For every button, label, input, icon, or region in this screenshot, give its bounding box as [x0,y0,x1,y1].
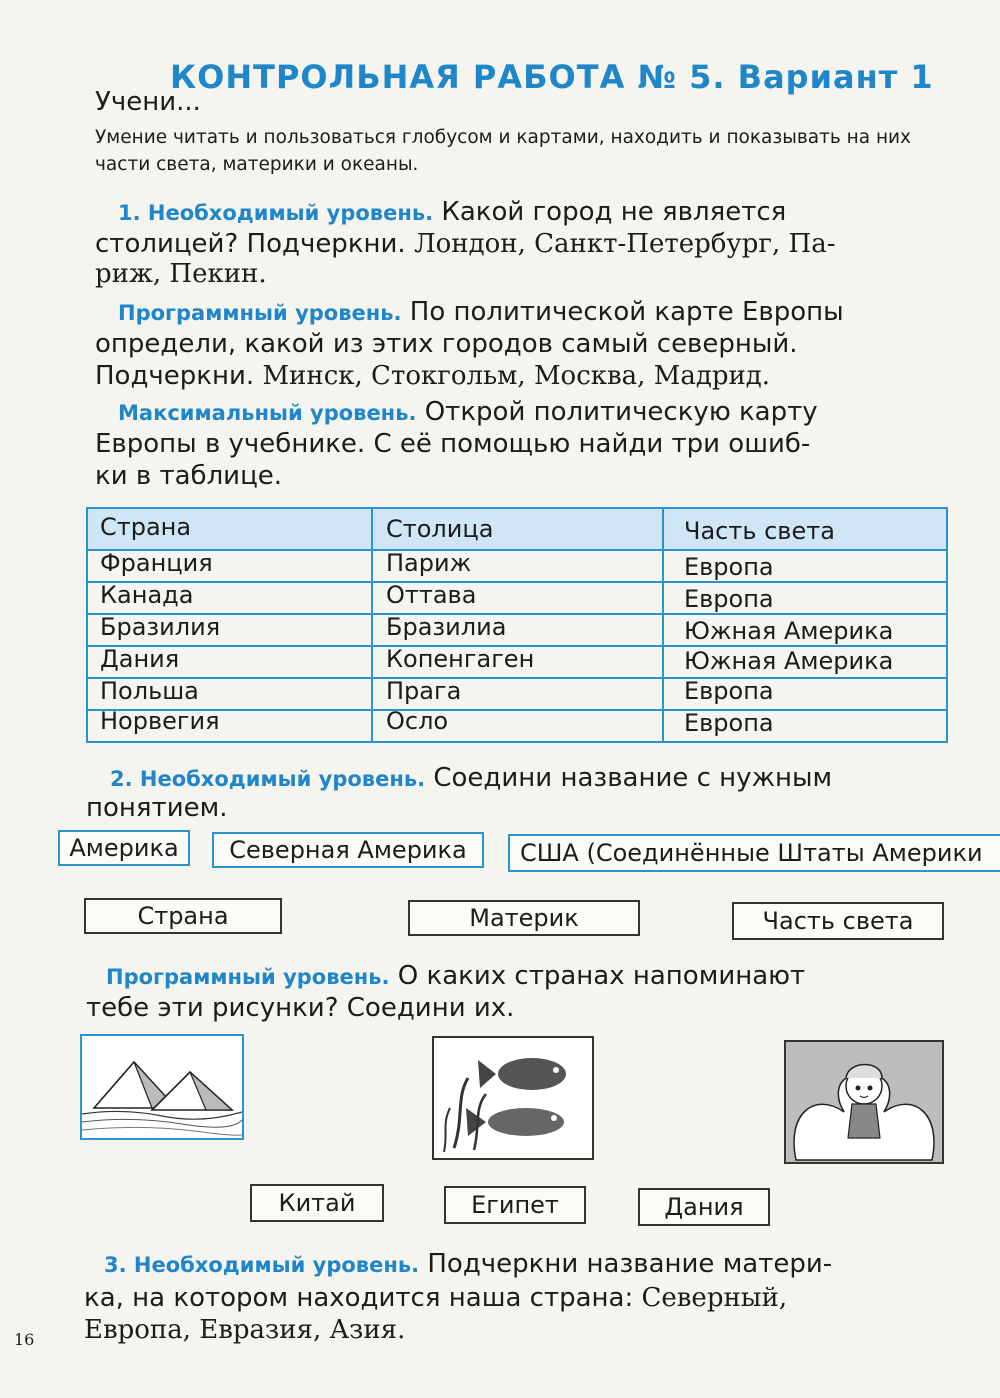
cell-capital: Бразилиа [386,613,507,641]
cell-country: Дания [100,645,180,673]
question-text: определи, какой из этих городов самый северный. [95,329,798,359]
question-text: Какой город не является [441,197,787,227]
concept-box-part-of-world[interactable]: Часть света [732,902,944,940]
question-text: тебе эти рисунки? Соедини их. [86,993,515,1023]
answer-options: Минск, Стокгольм, Москва, Мадрид. [262,361,771,391]
level-label: 1. Необходимый уровень. [118,201,434,225]
level-label: 3. Необходимый уровень. [104,1253,420,1277]
mermaid-picture[interactable] [784,1040,944,1164]
student-name-line: Учени... [95,87,201,117]
task2-necessary [110,762,832,795]
cell-country: Франция [100,549,213,577]
name-box-usa[interactable]: США (Соединённые Штаты Америки [508,834,1000,872]
country-box-egypt[interactable]: Египет [444,1186,586,1224]
objective-line-2: части света, материки и океаны. [95,154,419,175]
task1-program-line3 [95,360,770,392]
concept-box-country[interactable]: Страна [84,898,282,934]
page-number: 16 [14,1330,35,1349]
table-row [88,613,946,647]
answer-options: Лондон, Санкт-Петербург, Па- [413,229,836,259]
answer-options: Северный, [641,1283,788,1313]
countries-table [86,507,948,743]
cell-country: Польша [100,677,199,705]
question-text: столицей? Подчеркни. [95,229,406,259]
question-text: По политической карте Европы [409,297,844,327]
header-region: Часть света [684,517,835,545]
cell-region: Южная Америка [684,617,894,645]
pyramids-icon [82,1036,242,1138]
question-text: ки в таблице. [95,461,283,491]
pyramids-picture[interactable] [80,1034,244,1140]
cell-region: Европа [684,553,774,581]
cell-region: Европа [684,709,774,737]
level-label: Программный уровень. [118,301,402,325]
question-text: Соедини название с нужным [433,763,833,793]
task1-necessary-line2 [95,228,835,260]
answer-options-cont: Европа, Евразия, Азия. [84,1315,406,1345]
fish-icon [434,1038,592,1158]
mermaid-icon [786,1042,942,1162]
table-row [88,709,946,743]
level-label: Максимальный уровень. [118,401,417,425]
objective-line-1: Умение читать и пользоваться глобусом и картами, находить и показывать на них [95,127,912,148]
country-box-denmark[interactable]: Дания [638,1188,770,1226]
name-box-north-america[interactable]: Северная Америка [212,832,484,868]
question-text: О каких странах напоминают [397,961,806,991]
header-country: Страна [100,513,192,541]
task1-program [118,296,844,329]
cell-capital: Копенгаген [386,645,535,673]
question-text: Европы в учебнике. С её помощью найди три ошиб- [95,429,811,459]
question-text: Подчеркни название матери- [427,1249,833,1279]
cell-region: Европа [684,585,774,613]
concept-box-continent[interactable]: Материк [408,900,640,936]
task3-necessary [104,1248,832,1281]
country-box-china[interactable]: Китай [250,1184,384,1222]
level-label: 2. Необходимый уровень. [110,767,426,791]
level-label: Программный уровень. [106,965,390,989]
task2-program [106,960,805,993]
page-title: КОНТРОЛЬНАЯ РАБОТА № 5. Вариант 1 [170,58,934,96]
question-text: ка, на котором находится наша страна: [84,1283,634,1313]
cell-country: Норвегия [100,707,220,735]
fish-picture[interactable] [432,1036,594,1160]
task3-line2 [84,1282,787,1314]
cell-country: Канада [100,581,194,609]
answer-options-cont: риж, Пекин. [95,259,267,289]
cell-region: Южная Америка [684,647,894,675]
table-row [88,549,946,583]
cell-capital: Прага [386,677,462,705]
cell-capital: Осло [386,707,449,735]
table-row [88,581,946,615]
header-capital: Столица [386,515,494,543]
cell-country: Бразилия [100,613,221,641]
question-text: Подчеркни. [95,361,255,391]
task1-necessary [118,196,786,229]
question-text: понятием. [86,793,228,823]
cell-capital: Оттава [386,581,477,609]
cell-capital: Париж [386,549,472,577]
cell-region: Европа [684,677,774,705]
task1-max [118,396,818,429]
question-text: Открой политическую карту [424,397,818,427]
name-box-america[interactable]: Америка [58,830,190,866]
table-row [88,645,946,679]
